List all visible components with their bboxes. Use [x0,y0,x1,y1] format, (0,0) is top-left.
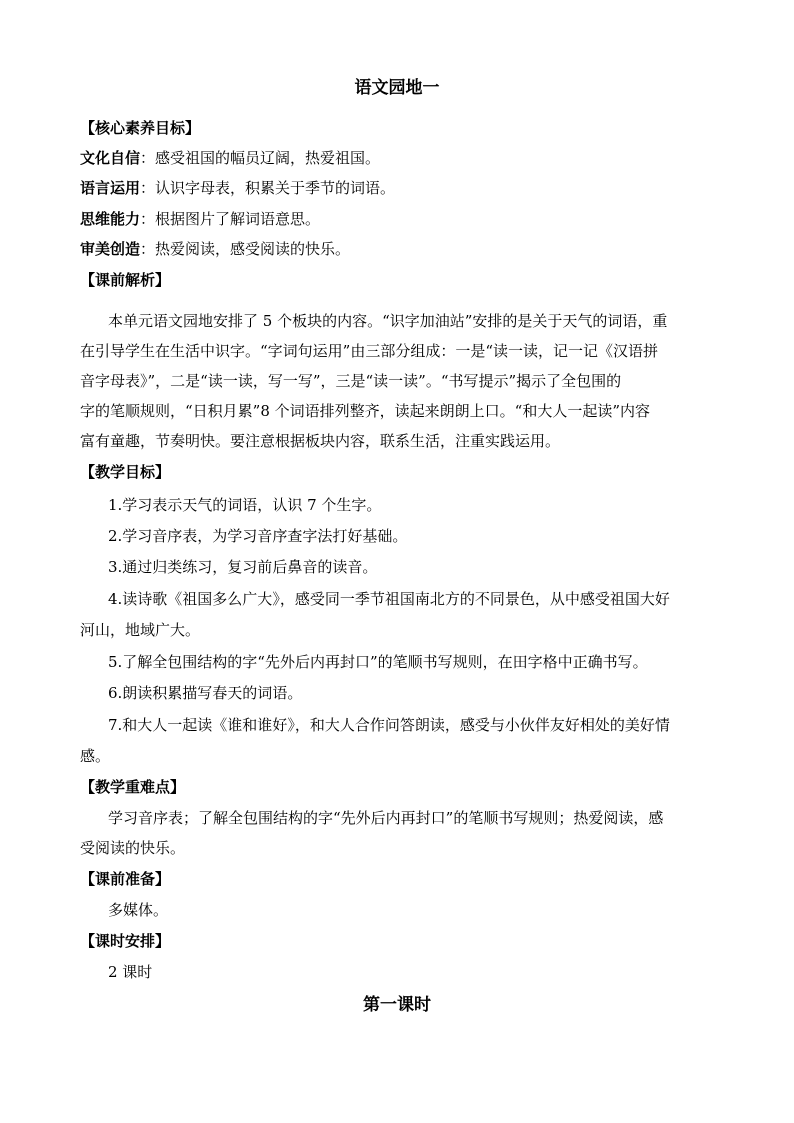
core-goal-text: 认识字母表，积累关于季节的词语。 [155,179,396,197]
core-goal-label: 审美创造 [80,240,141,258]
analysis-line: 音字母表》”，二是“读一读，写一写”，三是“读一读”。“书写提示”揭示了全包围的 [80,372,622,390]
schedule-text: 2 课时 [108,963,153,981]
core-goal-separator: ： [140,149,156,167]
core-goal-text: 根据图片了解词语意思。 [155,210,321,228]
lesson-title: 第一课时 [363,995,431,1015]
key-points-line: 学习音序表；了解全包围结构的字“先外后内再封口”的笔顺书写规则；热爱阅读，感 [108,809,664,827]
core-goal-label: 思维能力 [80,210,141,228]
preparation-heading: 【课前准备】 [80,870,171,888]
core-goal-item [80,239,720,259]
preparation-text: 多媒体。 [108,901,169,919]
core-goal-text: 热爱阅读，感受阅读的快乐。 [155,240,351,258]
objective-item: 4.读诗歌《祖国多么广大》，感受同一季节祖国南北方的不同景色，从中感受祖国大好 [108,590,670,608]
objective-item: 3.通过归类练习，复习前后鼻音的读音。 [108,558,378,576]
objective-item-continuation: 感。 [80,747,111,765]
core-goal-item [80,178,720,198]
core-goal-item [80,209,720,229]
key-points-line: 受阅读的快乐。 [80,839,186,857]
core-goals-heading: 【核心素养目标】 [80,119,201,137]
analysis-line: 字的笔顺规则，“日积月累”8 个词语排列整齐，读起来朗朗上口。“和大人一起读”内容 [80,402,650,420]
core-goal-text: 感受祖国的幅员辽阔，热爱祖国。 [155,149,381,167]
core-goal-separator: ： [140,210,156,228]
document-title: 语文园地一 [354,78,440,98]
objective-item-continuation: 河山，地域广大。 [80,621,201,639]
analysis-line: 在引导学生在生活中识字。“字词句运用”由三部分组成：一是“读一读，记一记《汉语拼 [80,342,659,360]
core-goal-separator: ： [140,240,156,258]
key-points-heading: 【教学重难点】 [80,778,186,796]
objectives-heading: 【教学目标】 [80,463,171,481]
analysis-line: 本单元语文园地安排了 5 个板块的内容。“识字加油站”安排的是关于天气的词语，重 [108,312,668,330]
core-goal-label: 文化自信 [80,149,141,167]
core-goal-label: 语言运用 [80,179,141,197]
objective-item: 6.朗读积累描写春天的词语。 [108,684,303,702]
objective-item: 5.了解全包围结构的字“先外后内再封口”的笔顺书写规则，在田字格中正确书写。 [108,653,648,671]
core-goal-item [80,148,720,168]
objective-item: 1.学习表示天气的词语，认识 7 个生字。 [108,496,382,514]
analysis-heading: 【课前解析】 [80,271,171,289]
schedule-heading: 【课时安排】 [80,932,171,950]
objective-item: 2.学习音序表，为学习音序查字法打好基础。 [108,527,408,545]
objective-item: 7.和大人一起读《谁和谁好》，和大人合作问答朗读，感受与小伙伴友好相处的美好情 [108,716,670,734]
core-goal-separator: ： [140,179,156,197]
analysis-line: 富有童趣，节奏明快。要注意根据板块内容，联系生活，注重实践运用。 [80,432,561,450]
